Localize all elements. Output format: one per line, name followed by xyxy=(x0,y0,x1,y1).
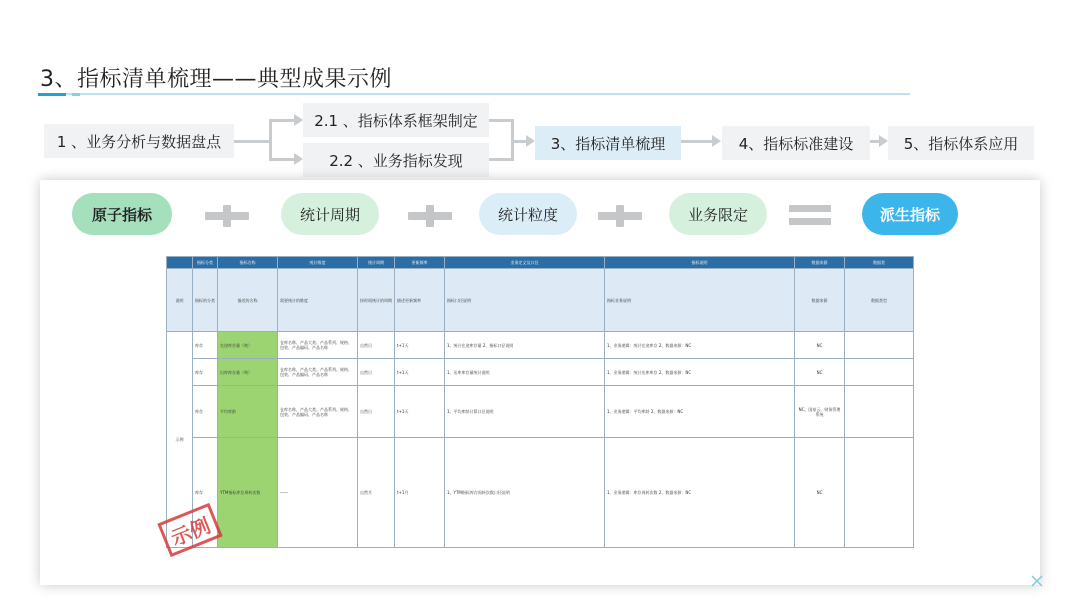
connector xyxy=(269,119,272,161)
step-discovery[interactable]: 2.2 、业务指标发现 xyxy=(303,143,489,177)
plus-icon xyxy=(205,205,249,227)
connector xyxy=(269,119,295,122)
arrow-right-icon xyxy=(712,135,721,147)
table-header-cell: 数据类 xyxy=(845,257,914,269)
table-header-cell: 数据来源 xyxy=(795,257,845,269)
table-header-cell: 指标分类 xyxy=(193,257,218,269)
table-header-cell: 业务定义及口径 xyxy=(445,257,605,269)
table-row: 库存 YTM指标库存周转次数 —— 自然月 t+1月 1、YTM指标库存周转次数口径说明 1、业务逻辑：库存周转次数 2、数据来源：NC NC xyxy=(167,438,914,548)
table-header-row xyxy=(167,257,914,269)
group-label: 示例 xyxy=(167,332,193,548)
title-underline xyxy=(38,93,910,95)
title-accent xyxy=(38,93,66,96)
arrow-right-icon xyxy=(294,153,303,165)
period-pill: 统计周期 xyxy=(281,193,379,235)
corner-decoration-icon xyxy=(1030,574,1044,588)
table-header-cell: 统计维度 xyxy=(278,257,358,269)
page-title: 3、指标清单梳理——典型成果示例 xyxy=(40,67,392,92)
table-header-cell: 更新频率 xyxy=(395,257,445,269)
title-accent-dot xyxy=(72,93,80,96)
table-row: 说明 指标的分类 描述的名称 需要统计的维度 按时间统计的周期 描述更新频率 指标口径说明 指标业务说明 数据来源 数据类型 xyxy=(167,269,914,332)
table-row: 示例 库存 在途库存量（吨） 仓库名称、产品大类、产品系列、规格、包装、产品编码、产品名称 自然日 t+1天 1、统计在途库存量 2、指标口径说明 1、业务逻辑：统计在途库存 2、数据来源：NC NC xyxy=(167,332,914,359)
connector xyxy=(489,119,513,122)
metric-list-table xyxy=(166,256,914,548)
table-header-cell: 指标名称 xyxy=(218,257,278,269)
connector xyxy=(681,140,713,143)
derived-metric-pill: 派生指标 xyxy=(862,193,958,235)
qualifier-pill: 业务限定 xyxy=(669,193,767,235)
connector xyxy=(511,140,527,143)
table-header-cell: 指标说明 xyxy=(605,257,795,269)
step-standard[interactable]: 4、指标标准建设 xyxy=(722,126,870,160)
table-header-cell: 统计周期 xyxy=(358,257,395,269)
step-list-sorting[interactable]: 3、指标清单梳理 xyxy=(535,126,681,160)
connector xyxy=(489,158,513,161)
arrow-right-icon xyxy=(879,135,888,147)
granularity-pill: 统计粒度 xyxy=(479,193,577,235)
example-stamp: 示例 xyxy=(157,503,222,557)
table-row: 库存 出库库存量（吨） 仓库名称、产品大类、产品系列、规格、包装、产品编码、产品名称 自然日 t+1天 1、出库库存量统计说明 1、业务逻辑：统计出库库存 2、数据来源：NC NC xyxy=(167,359,914,386)
atomic-metric-pill: 原子指标 xyxy=(72,193,172,235)
connector xyxy=(234,140,270,143)
equals-icon xyxy=(789,205,831,225)
step-application[interactable]: 5、指标体系应用 xyxy=(888,126,1034,160)
step-business-analysis[interactable]: 1 、业务分析与数据盘点 xyxy=(44,124,234,158)
arrow-right-icon xyxy=(294,114,303,126)
connector xyxy=(269,158,295,161)
plus-icon xyxy=(598,205,642,227)
step-framework[interactable]: 2.1 、指标体系框架制定 xyxy=(303,103,489,137)
plus-icon xyxy=(408,205,452,227)
table-row: 库存 平均库龄 仓库名称、产品大类、产品系列、规格、包装、产品编码、产品名称 自然日 t+1天 1、平均库龄计算口径说明 1、业务逻辑：平均库龄 2、数据来源：NC NC、国家云，财务管理系统 xyxy=(167,386,914,438)
arrow-right-icon xyxy=(526,135,535,147)
